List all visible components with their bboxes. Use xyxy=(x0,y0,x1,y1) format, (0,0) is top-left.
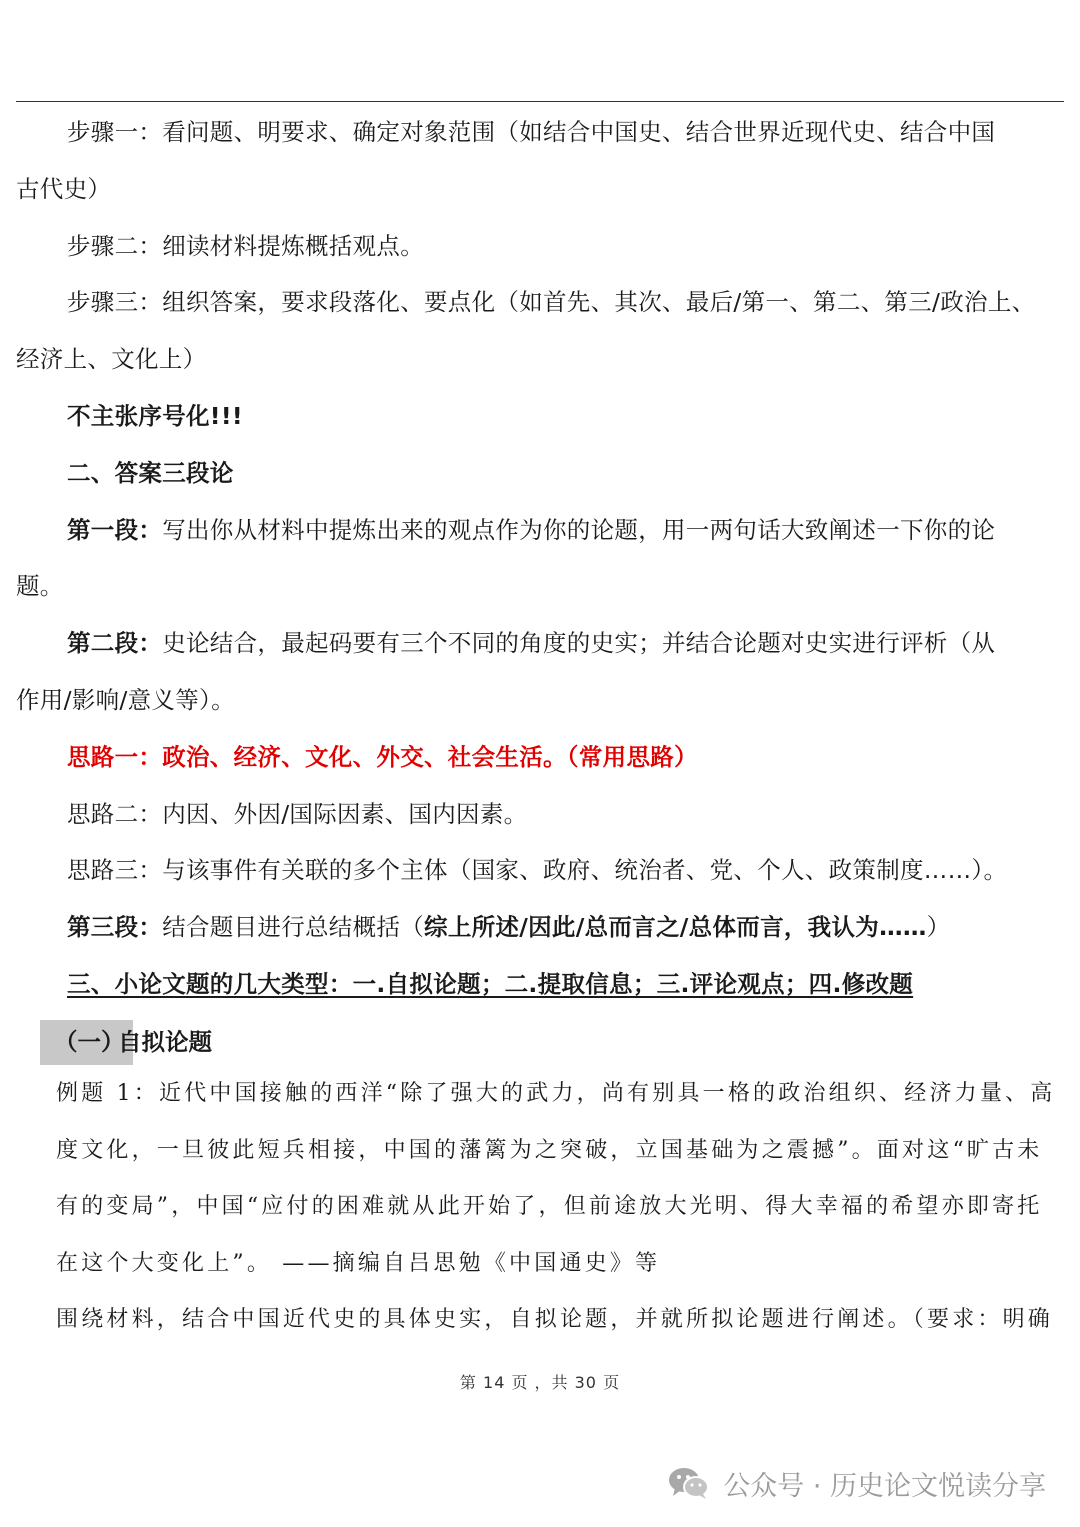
document-body xyxy=(16,104,1064,1070)
paragraph xyxy=(16,729,1064,786)
paragraph xyxy=(16,104,1064,161)
text-run: 第一段： xyxy=(67,515,163,544)
paragraph xyxy=(16,786,1064,843)
paragraph xyxy=(16,558,1064,615)
watermark xyxy=(667,1463,1046,1503)
text-run: 题。 xyxy=(16,572,64,601)
text-run: 思路二：内因、外因/国际因素、国内因素。 xyxy=(67,799,528,828)
example-line: 围绕材料，结合中国近代史的具体史实，自拟论题，并就所拟论题进行阐述。（要求：明确 xyxy=(56,1307,1054,1333)
example-block xyxy=(56,1066,1064,1349)
page-footer: 第 14 页 ，共 30 页 xyxy=(459,1373,621,1392)
example-line: 在这个大变化上”。 ——摘编自吕思勉《中国通史》等 xyxy=(56,1250,661,1276)
text-run: ） xyxy=(926,913,951,942)
text-run: 写出你从材料中提炼出来的观点作为你的论题，用一两句话大致阐述一下你的论 xyxy=(162,515,996,544)
paragraph xyxy=(16,331,1064,388)
paragraph xyxy=(16,842,1064,899)
section-heading xyxy=(16,1013,1064,1070)
example-line: 例题 1：近代中国接触的西洋“除了强大的武力，尚有别具一格的政治组织、经济力量、高 xyxy=(56,1081,1056,1106)
paragraph xyxy=(16,445,1064,502)
text-run: 步骤三：组织答案，要求段落化、要点化（如首先、其次、最后/第一、第二、第三/政治上、 xyxy=(67,288,1036,317)
section-label: （一） xyxy=(40,1020,133,1065)
section-title: 自拟论题 xyxy=(118,1027,212,1056)
text-run: 综上所述/因此/总而言之/总体而言，我认为…… xyxy=(424,913,927,942)
paragraph xyxy=(16,161,1064,218)
wechat-icon xyxy=(667,1466,711,1500)
paragraph xyxy=(16,899,1064,956)
text-run: 第二段： xyxy=(67,629,163,658)
paragraph xyxy=(16,502,1064,559)
text-run: 作用/影响/意义等）。 xyxy=(16,685,235,714)
text-run: 三、小论文题的几大类型：一.自拟论题；二.提取信息；三.评论观点；四.修改题 xyxy=(67,969,914,998)
text-run: 经济上、文化上） xyxy=(16,345,207,374)
example-line: 有的变局”，中国“应付的困难就从此开始了，但前途放大光明、得大幸福的希望亦即寄托 xyxy=(56,1194,1043,1220)
paragraph xyxy=(16,218,1064,275)
text-run: 二、答案三段论 xyxy=(67,458,234,487)
paragraph xyxy=(16,956,1064,1013)
text-run: 史论结合，最起码要有三个不同的角度的史实；并结合论题对史实进行评析（从 xyxy=(162,629,996,658)
text-run: 步骤一：看问题、明要求、确定对象范围（如结合中国史、结合世界近现代史、结合中国 xyxy=(67,118,996,146)
example-line: 度文化，一旦彼此短兵相接，中国的藩篱为之突破，立国基础为之震撼”。面对这“旷古未 xyxy=(56,1137,1043,1163)
text-run: 不主张序号化!!! xyxy=(67,401,243,430)
paragraph xyxy=(16,274,1064,331)
text-run: 第三段： xyxy=(67,913,163,942)
text-run: 结合题目进行总结概括（ xyxy=(162,913,425,942)
text-run: 步骤二：细读材料提炼概括观点。 xyxy=(67,231,424,260)
paragraph xyxy=(16,672,1064,729)
watermark-text: 公众号 · 历史论文悦读分享 xyxy=(723,1470,1046,1502)
header-rule xyxy=(16,101,1064,102)
text-run: 思路三：与该事件有关联的多个主体（国家、政府、统治者、党、个人、政策制度……）。 xyxy=(67,856,1008,885)
text-run: 思路一：政治、经济、文化、外交、社会生活。（常用思路） xyxy=(67,742,698,771)
paragraph xyxy=(16,615,1064,672)
text-run: 古代史） xyxy=(16,174,112,203)
paragraph xyxy=(16,388,1064,445)
